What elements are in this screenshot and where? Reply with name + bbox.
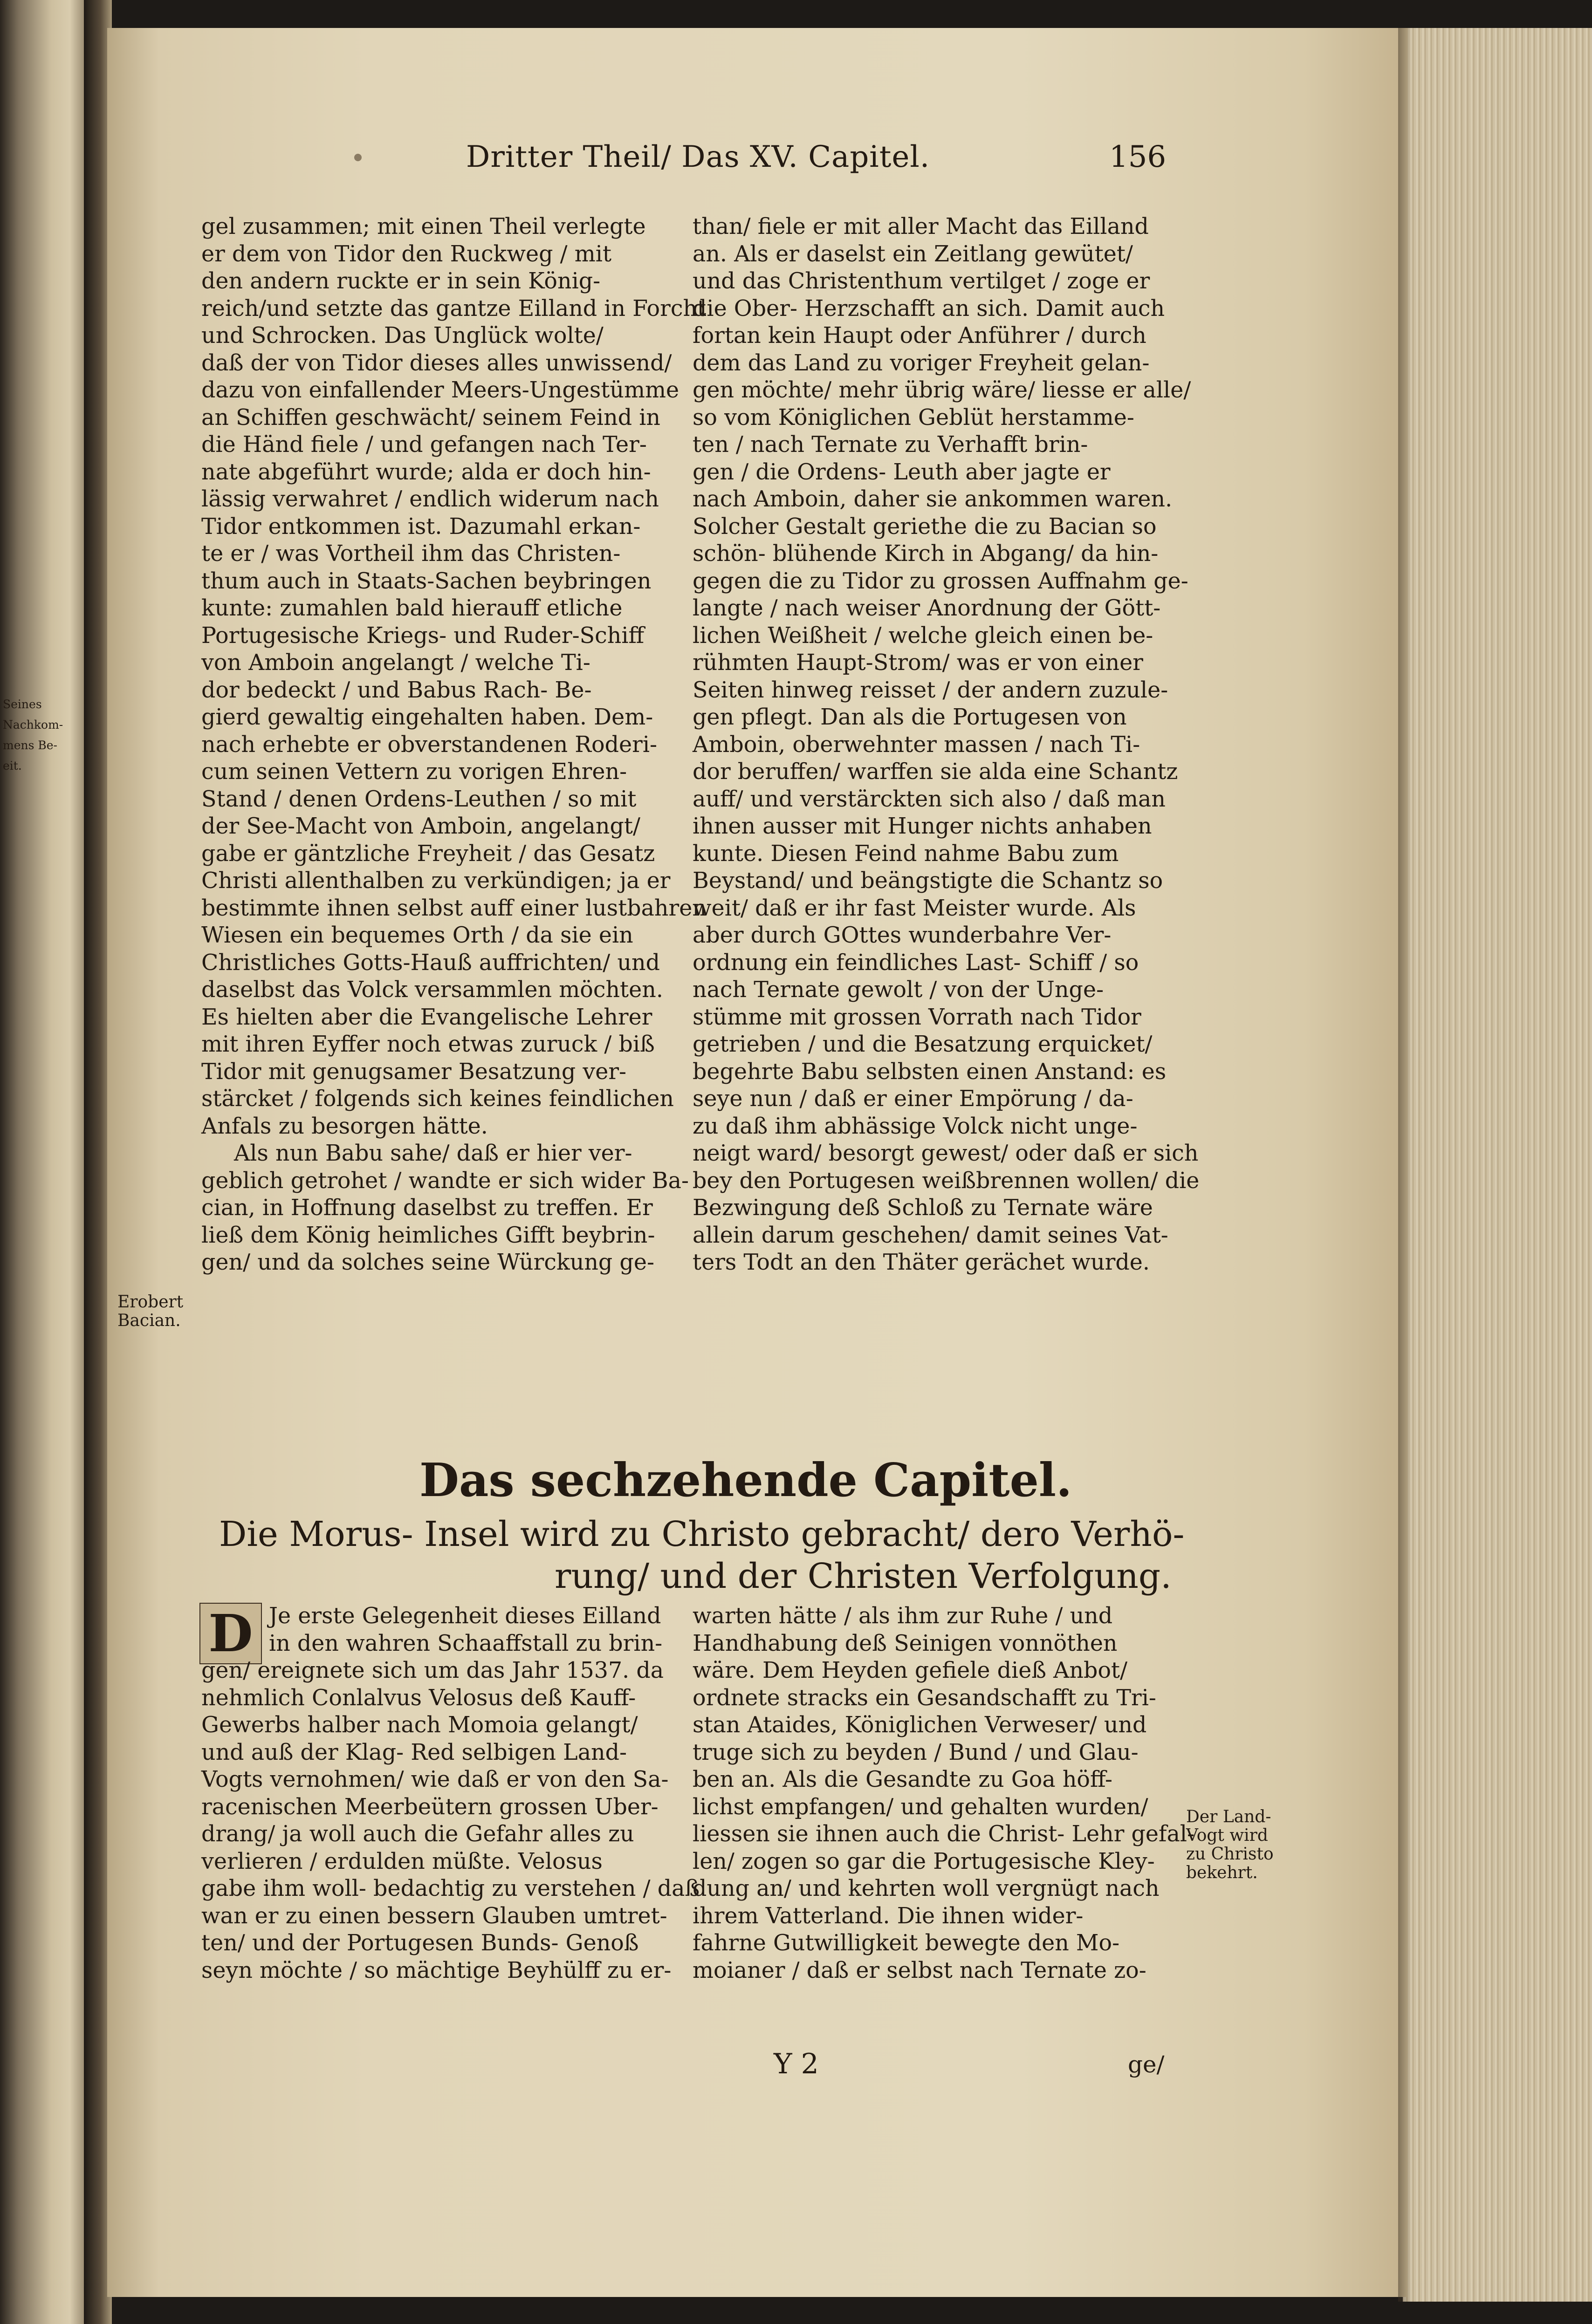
text-line: Tidor mit genugsamer Besatzung ver-: [201, 1059, 627, 1085]
text-line: Als nun Babu sahe/ daß er hier ver-: [234, 1141, 632, 1166]
text-line: weit/ daß er ihr fast Meister wurde. Als: [693, 895, 1136, 921]
text-line: len/ zogen so gar die Portugesische Kley-: [693, 1848, 1155, 1874]
text-line: Je erste Gelegenheit dieses Eilland: [269, 1603, 661, 1629]
text-line: te er / was Vortheil ihm das Christen-: [201, 541, 621, 567]
text-line: Stand / denen Ordens-Leuthen / so mit: [201, 786, 637, 812]
text-line: gen pflegt. Dan als die Portugesen von: [693, 704, 1127, 730]
text-line: getrieben / und die Besatzung erquicket/: [693, 1032, 1153, 1057]
left-margin-line: Nachkom-: [3, 718, 63, 731]
text-line: ordnete stracks ein Gesandschafft zu Tri-: [693, 1685, 1156, 1711]
text-line: daß der von Tidor dieses alles unwissend/: [201, 350, 672, 376]
text-column-left-lower: [201, 1603, 700, 1984]
signature-mark: Y 2: [774, 2048, 819, 2080]
text-line: ihnen ausser mit Hunger nichts anhaben: [693, 813, 1152, 839]
text-line: gabe er gäntzliche Freyheit / das Gesatz: [201, 841, 655, 867]
chapter-subtitle: rung/ und der Christen Verfolgung.: [555, 1556, 1172, 1596]
text-line: stümme mit grossen Vorrath nach Tidor: [693, 1004, 1141, 1030]
text-line: kunte. Diesen Feind nahme Babu zum: [693, 841, 1119, 867]
catchword: ge/: [1128, 2051, 1165, 2078]
text-line: Anfals zu besorgen hätte.: [201, 1113, 488, 1139]
text-line: nate abgeführt wurde; alda er doch hin-: [201, 459, 651, 485]
text-line: ten / nach Ternate zu Verhafft brin-: [693, 432, 1088, 458]
text-line: auff/ und verstärckten sich also / daß man: [693, 786, 1166, 812]
text-line: thum auch in Staats-Sachen beybringen: [201, 568, 652, 594]
text-line: ordnung ein feindliches Last- Schiff / so: [693, 950, 1139, 976]
text-line: nach erhebte er obverstandenen Roderi-: [201, 731, 658, 758]
text-line: Handhabung deß Seinigen vonnöthen: [693, 1630, 1118, 1656]
margin-note-line: Vogt wird: [1186, 1826, 1268, 1845]
text-line: an Schiffen geschwächt/ seinem Feind in: [201, 404, 660, 431]
text-line: wan er zu einen bessern Glauben umtret-: [201, 1903, 667, 1929]
text-line: der See-Macht von Amboin, angelangt/: [201, 813, 640, 839]
text-line: stärcket / folgends sich keines feindlichen: [201, 1086, 674, 1112]
text-line: dung an/ und kehrten woll vergnügt nach: [693, 1876, 1160, 1901]
text-line: gegen die zu Tidor zu grossen Auffnahm ge-: [693, 568, 1188, 594]
text-line: drang/ ja woll auch die Gefahr alles zu: [201, 1821, 634, 1847]
text-line: Tidor entkommen ist. Dazumahl erkan-: [201, 513, 641, 540]
chapter-title: Das sechzehende Capitel.: [419, 1454, 1072, 1507]
text-line: und das Christenthum vertilget / zoge er: [693, 268, 1150, 294]
text-line: wäre. Dem Heyden gefiele dieß Anbot/: [693, 1658, 1128, 1683]
margin-note-line: Erobert: [117, 1292, 184, 1312]
text-line: gen/ ereignete sich um das Jahr 1537. da: [201, 1658, 664, 1683]
text-line: ten/ und der Portugesen Bunds- Genoß: [201, 1930, 639, 1956]
text-line: zu daß ihm abhässige Volck nicht unge-: [693, 1113, 1138, 1139]
text-line: seye nun / daß er einer Empörung / da-: [693, 1086, 1133, 1112]
text-column-right-lower: [693, 1603, 1195, 1984]
text-line: dor beruffen/ warffen sie alda eine Schantz: [693, 759, 1178, 785]
text-column-right: [693, 213, 1200, 1277]
text-line: bestimmte ihnen selbst auff einer lustbahren: [201, 895, 707, 921]
text-line: rühmten Haupt-Strom/ was er von einer: [693, 650, 1143, 676]
text-line: lichst empfangen/ und gehalten wurden/: [693, 1794, 1148, 1820]
text-line: truge sich zu beyden / Bund / und Glau-: [693, 1739, 1139, 1765]
left-page-edge: [0, 0, 89, 2324]
text-line: mit ihren Eyffer noch etwas zuruck / biß: [201, 1032, 655, 1057]
left-margin-line: mens Be-: [3, 738, 57, 752]
text-line: gen möchte/ mehr übrig wäre/ liesse er alle/: [693, 377, 1191, 403]
left-page-margin-note: [3, 694, 63, 776]
text-line: Christliches Gotts-Hauß auffrichten/ und: [201, 950, 660, 976]
text-line: langte / nach weiser Anordnung der Gött-: [693, 595, 1161, 621]
text-line: Christi allenthalben zu verkündigen; ja er: [201, 868, 671, 894]
text-line: Wiesen ein bequemes Orth / da sie ein: [201, 923, 633, 948]
text-line: fahrne Gutwilligkeit bewegte den Mo-: [693, 1930, 1120, 1956]
margin-note-line: Bacian.: [117, 1311, 181, 1330]
text-line: dor bedeckt / und Babus Rach- Be-: [201, 677, 592, 703]
text-line: aber durch GOttes wunderbahre Ver-: [693, 923, 1112, 948]
text-line: ters Todt an den Thäter gerächet wurde.: [693, 1250, 1150, 1275]
text-line: Seiten hinweg reisset / der andern zuzule-: [693, 677, 1168, 703]
margin-note-land-vogt: [1186, 1808, 1274, 1882]
margin-note-line: bekehrt.: [1186, 1863, 1258, 1882]
text-line: allein darum geschehen/ damit seines Vat-: [693, 1222, 1168, 1248]
text-line: den andern ruckte er in sein König-: [201, 268, 601, 294]
text-line: in den wahren Schaaffstall zu brin-: [269, 1630, 663, 1656]
text-line: fortan kein Haupt oder Anführer / durch: [693, 323, 1146, 349]
text-line: Amboin, oberwehnter massen / nach Ti-: [693, 731, 1140, 758]
text-column-left: [201, 213, 707, 1277]
margin-note-line: Der Land-: [1186, 1807, 1271, 1826]
text-line: Solcher Gestalt geriethe die zu Bacian so: [693, 513, 1157, 540]
text-line: und Schrocken. Das Unglück wolte/: [201, 323, 604, 349]
text-line: geblich getrohet / wandte er sich wider Ba-: [201, 1168, 689, 1194]
running-head: Dritter Theil/ Das XV. Capitel.: [466, 140, 930, 174]
text-line: than/ fiele er mit aller Macht das Eilland: [693, 214, 1149, 239]
text-line: er dem von Tidor den Ruckweg / mit: [201, 241, 612, 267]
text-line: reich/und setzte das gantze Eilland in Forcht: [201, 295, 707, 321]
text-line: lässig verwahret / endlich widerum nach: [201, 486, 659, 512]
text-line: racenischen Meerbeütern grossen Uber-: [201, 1794, 659, 1820]
text-line: ben an. Als die Gesandte zu Goa höff-: [693, 1767, 1113, 1792]
text-line: Es hielten aber die Evangelische Lehrer: [201, 1004, 652, 1030]
text-line: nach Amboin, daher sie ankommen waren.: [693, 486, 1173, 512]
page-edges: [1403, 28, 1592, 2302]
text-line: gen/ und da solches seine Würckung ge-: [201, 1250, 654, 1275]
text-line: an. Als er daselst ein Zeitlang gewütet/: [693, 241, 1133, 267]
text-line: gabe ihm woll- bedachtig zu verstehen / daß: [201, 1876, 700, 1901]
text-line: und auß der Klag- Red selbigen Land-: [201, 1739, 627, 1765]
text-line: gen / die Ordens- Leuth aber jagte er: [693, 459, 1111, 485]
text-line: seyn möchte / so mächtige Beyhülff zu er-: [201, 1957, 672, 1983]
text-line: so vom Königlichen Geblüt herstamme-: [693, 404, 1134, 431]
text-line: die Händ fiele / und gefangen nach Ter-: [201, 432, 647, 458]
text-line: ihrem Vatterland. Die ihnen wider-: [693, 1903, 1084, 1929]
paper-speck: [354, 154, 362, 161]
left-margin-line: eit.: [3, 759, 22, 772]
left-margin-line: Seines: [3, 697, 42, 711]
text-line: cian, in Hoffnung daselbst zu treffen. Er: [201, 1195, 653, 1221]
text-line: begehrte Babu selbsten einen Anstand: es: [693, 1059, 1167, 1085]
text-line: nach Ternate gewolt / von der Unge-: [693, 977, 1104, 1003]
chapter-subtitle: Die Morus- Insel wird zu Christo gebracht/ dero Verhö-: [219, 1514, 1185, 1554]
decorated-initial: D: [199, 1603, 262, 1664]
text-line: Bezwingung deß Schloß zu Ternate wäre: [693, 1195, 1153, 1221]
margin-note-erobert: [117, 1293, 183, 1330]
text-line: schön- blühende Kirch in Abgang/ da hin-: [693, 541, 1159, 567]
text-line: cum seinen Vettern zu vorigen Ehren-: [201, 759, 627, 785]
text-line: Gewerbs halber nach Momoia gelangt/: [201, 1712, 638, 1738]
text-line: Vogts vernohmen/ wie daß er von den Sa-: [201, 1767, 669, 1792]
text-line: warten hätte / als ihm zur Ruhe / und: [693, 1603, 1113, 1629]
page-edge-shadow: [1398, 28, 1412, 2302]
text-line: moianer / daß er selbst nach Ternate zo-: [693, 1957, 1146, 1983]
text-line: gierd gewaltig eingehalten haben. Dem-: [201, 704, 653, 730]
text-line: gel zusammen; mit einen Theil verlegte: [201, 214, 646, 239]
text-line: daselbst das Volck versammlen möchten.: [201, 977, 663, 1003]
text-line: die Ober- Herzschafft an sich. Damit auch: [693, 295, 1165, 321]
text-line: verlieren / erdulden müßte. Velosus: [201, 1848, 603, 1874]
text-line: bey den Portugesen weißbrennen wollen/ die: [693, 1168, 1200, 1194]
text-line: neigt ward/ besorgt gewest/ oder daß er sich: [693, 1141, 1199, 1166]
text-line: Portugesische Kriegs- und Ruder-Schiff: [201, 622, 645, 649]
folio-number: 156: [1109, 140, 1167, 174]
text-line: ließ dem König heimliches Gifft beybrin-: [201, 1222, 655, 1248]
text-line: stan Ataides, Königlichen Verweser/ und: [693, 1712, 1147, 1738]
text-line: dem das Land zu voriger Freyheit gelan-: [693, 350, 1150, 376]
text-line: liessen sie ihnen auch die Christ- Lehr gefal-: [693, 1821, 1195, 1847]
text-line: von Amboin angelangt / welche Ti-: [201, 650, 590, 676]
text-line: nehmlich Conlalvus Velosus deß Kauff-: [201, 1685, 636, 1711]
margin-note-line: zu Christo: [1186, 1845, 1274, 1864]
text-line: lichen Weißheit / welche gleich einen be-: [693, 622, 1153, 649]
text-line: dazu von einfallender Meers-Ungestümme: [201, 377, 679, 403]
text-line: kunte: zumahlen bald hierauff etliche: [201, 595, 623, 621]
text-line: Beystand/ und beängstigte die Schantz so: [693, 868, 1163, 894]
